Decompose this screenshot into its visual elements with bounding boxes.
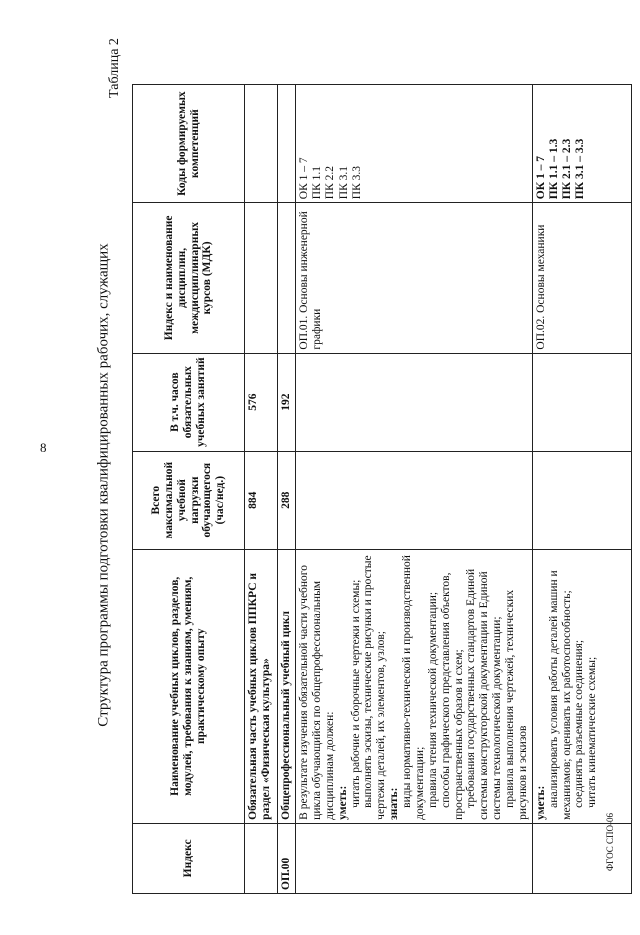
page-title: Структура программы подготовки квалифицированных рабочих, служащих: [95, 243, 112, 727]
header-total: Всего максимальной учебной нагрузки обучающегося (час/нед.): [133, 451, 245, 549]
header-name: Наименование учебных циклов, разделов, модулей, требования к знаниям, умениям, практическому опыту: [133, 549, 245, 823]
op02-index: [532, 823, 631, 893]
op00-codes: [278, 85, 296, 203]
op01-code: ПК 3.3: [350, 165, 363, 200]
op00-row: [278, 85, 296, 894]
op00-index: ОП.00: [278, 823, 296, 893]
op02-code: ПК 2.1 – 2.3: [561, 138, 574, 200]
op02-code: ОК 1 – 7: [534, 156, 547, 200]
mandatory-total: 884: [245, 451, 278, 549]
op02-mdk: ОП.02. Основы механики: [532, 203, 631, 353]
op02-description: [532, 549, 631, 823]
header-incl: В т.ч. часов обязательных учебных занятий: [133, 353, 245, 451]
op01-code: ОК 1 – 7: [298, 157, 310, 200]
op01-umet-label: уметь:: [336, 785, 349, 820]
op01-znat-2: правила чтения технической документации;: [426, 591, 439, 808]
header-index: Индекс: [133, 823, 245, 893]
op01-total: [296, 451, 533, 549]
mandatory-mdk: [245, 203, 278, 353]
op01-mdk: ОП.01. Основы инженерной графики: [296, 203, 533, 353]
op00-incl: 192: [278, 353, 296, 451]
op01-znat-3: способы графического представления объектов, пространственных образов и схем;: [439, 572, 465, 820]
mandatory-codes: [245, 85, 278, 203]
op01-znat-label: знать:: [388, 787, 401, 820]
mandatory-name: Обязательная часть учебных циклов ППКРС и раздел «Физическая культура»: [245, 549, 278, 823]
table-caption: Таблица 2: [107, 38, 122, 98]
op01-umet-2: выполнять эскизы, технические рисунки и простые чертежи деталей, их элементов, узлов;: [362, 555, 388, 820]
header-mdk: Индекс и наименование дисциплин, междисциплинарных курсов (МДК): [133, 203, 245, 353]
op02-total: [532, 451, 631, 549]
op02-code: ПК 3.1 – 3.3: [574, 138, 587, 200]
op01-codes: [296, 85, 533, 203]
op01-incl: [296, 353, 533, 451]
op02-umet-3: читать кинематические схемы;: [586, 656, 599, 808]
op01-umet-1: читать рабочие и сборочные чертежи и схемы;: [349, 579, 362, 808]
structure-table-wrapper: [132, 84, 612, 894]
op01-znat-1: виды нормативно-технической и производственной документации;: [401, 555, 426, 820]
header-codes: Коды формируемых компетенций: [133, 85, 245, 203]
op01-intro: В результате изучения обязательной части учебного цикла обучающийся по общепрофессиональным дисциплинам должен:: [298, 565, 336, 820]
footer-code: ФГОС СПО-06: [605, 813, 615, 871]
op00-mdk: [278, 203, 296, 353]
op02-code: ПК 1.1 – 1.3: [547, 138, 560, 200]
op00-total: 288: [278, 451, 296, 549]
op01-znat-5: правила выполнения чертежей, технических рисунков и эскизов: [504, 589, 529, 820]
op02-umet-label: уметь:: [534, 785, 547, 820]
op01-description: [296, 549, 533, 823]
op01-row: [296, 85, 533, 894]
page-number: 8: [40, 440, 47, 455]
op01-code: ПК 1.1: [311, 165, 324, 200]
op01-code: ПК 3.1: [337, 165, 350, 200]
op02-umet-1: анализировать условия работы деталей машин и механизмов; оценивать их работоспособность;: [547, 570, 573, 820]
structure-table: [132, 84, 632, 894]
op01-znat-4: требования государственных стандартов Единой системы конструкторской документации и Единой системы технологической документации;: [465, 568, 504, 820]
mandatory-row: [245, 85, 278, 894]
op02-row: [532, 85, 631, 894]
header-row: [133, 85, 245, 894]
op00-name: Общепрофессиональный учебный цикл: [278, 549, 296, 823]
op01-code: ПК 2.2: [324, 165, 337, 200]
op02-incl: [532, 353, 631, 451]
op02-umet-2: соединять разъемные соединения;: [573, 639, 586, 808]
mandatory-incl: 576: [245, 353, 278, 451]
op02-codes: [532, 85, 631, 203]
mandatory-index: [245, 823, 278, 893]
op01-index: [296, 823, 533, 893]
